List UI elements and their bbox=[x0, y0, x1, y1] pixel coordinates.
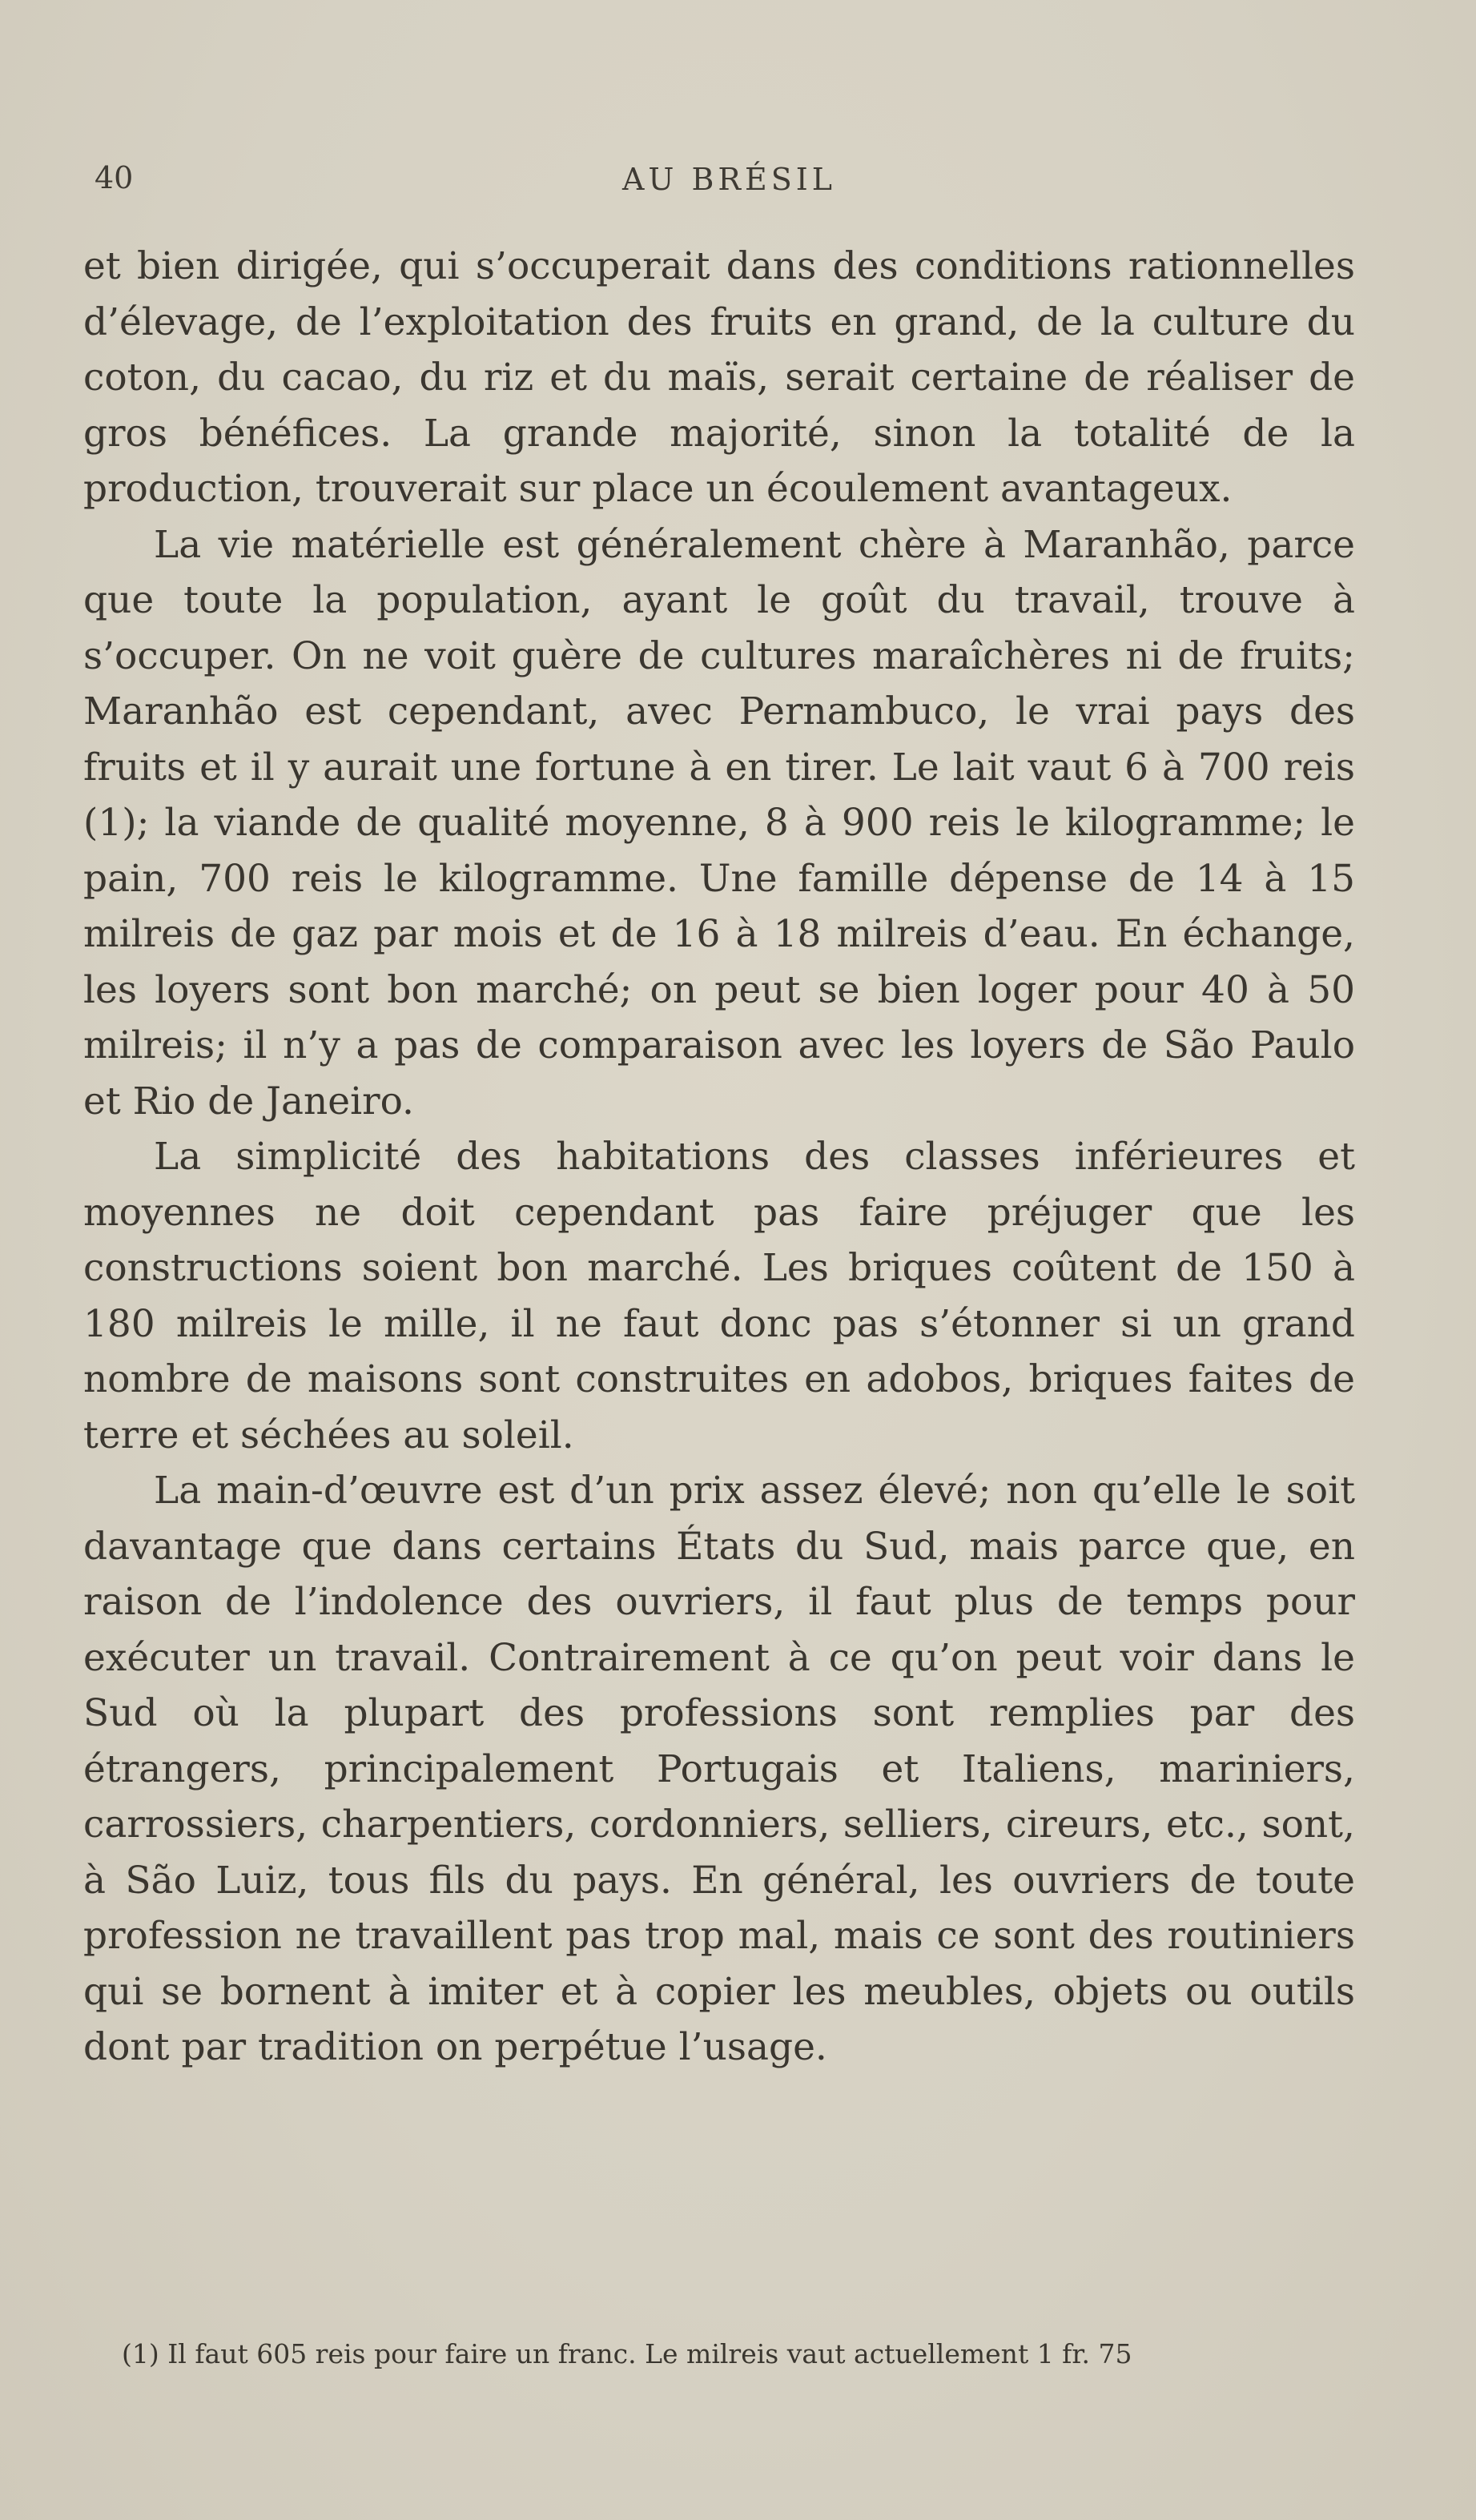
body-text bbox=[83, 239, 1355, 2076]
page-header bbox=[95, 160, 1364, 208]
footnote: (1) Il faut 605 reis pour faire un franc. Le milreis vaut actuellement 1 fr. 75 bbox=[122, 2338, 1132, 2369]
running-title: AU BRÉSIL bbox=[621, 162, 837, 197]
paragraph-housing: La simplicité des habitations des classes inférieures et moyennes ne doit cependant pas faire préjuger que les constructions soient bon marché. Les briques coûtent de 150 à 180 milreis le mille, il ne faut donc pas s’étonner si un grand nombre de maisons sont construites en adobos, briques faites de terre et séchées au soleil. bbox=[83, 1135, 1355, 1457]
paragraph-labour: La main-d’œuvre est d’un prix assez élevé; non qu’elle le soit davantage que dans certains États du Sud, mais parce que, en raison de l’indolence des ouvriers, il faut plus de temps pour exécuter un travail. Contrairement à ce qu’on peut voir dans le Sud où la plupart des professions sont remplies par des étrangers, principalement Portugais et Italiens, mariniers, carrossiers, charpentiers, cordonniers, selliers, cireurs, etc., sont, à São Luiz, tous fils du pays. En général, les ouvriers de toute profession ne travaillent pas trop mal, mais ce sont des routiniers qui se bornent à imiter et à copier les meubles, objets ou outils dont par tradition on perpétue l’usage. bbox=[83, 1469, 1355, 2069]
paragraph-continuation: et bien dirigée, qui s’occuperait dans des conditions rationnelles d’élevage, de l’exploitation des fruits en grand, de la culture du coton, du cacao, du riz et du maïs, serait certaine de réaliser de gros bénéfices. La grande majorité, sinon la totalité de la production, trouverait sur place un écoulement avantageux. bbox=[83, 244, 1355, 511]
paragraph-cost-of-living: La vie matérielle est généralement chère à Maranhão, parce que toute la population, ayant le goût du travail, trouve à s’occuper. On ne voit guère de cultures maraîchères ni de fruits; Maranhão est cependant, avec Pernambuco, le vrai pays des fruits et il y aurait une fortune à en tirer. Le lait vaut 6 à 700 reis (1); la viande de qualité moyenne, 8 à 900 reis le kilogramme; le pain, 700 reis le kilogramme. Une famille dépense de 14 à 15 milreis de gaz par mois et de 16 à 18 milreis d’eau. En échange, les loyers sont bon marché; on peut se bien loger pour 40 à 50 milreis; il n’y a pas de comparaison avec les loyers de São Paulo et Rio de Janeiro. bbox=[83, 522, 1355, 1123]
page-number: 40 bbox=[95, 160, 134, 195]
